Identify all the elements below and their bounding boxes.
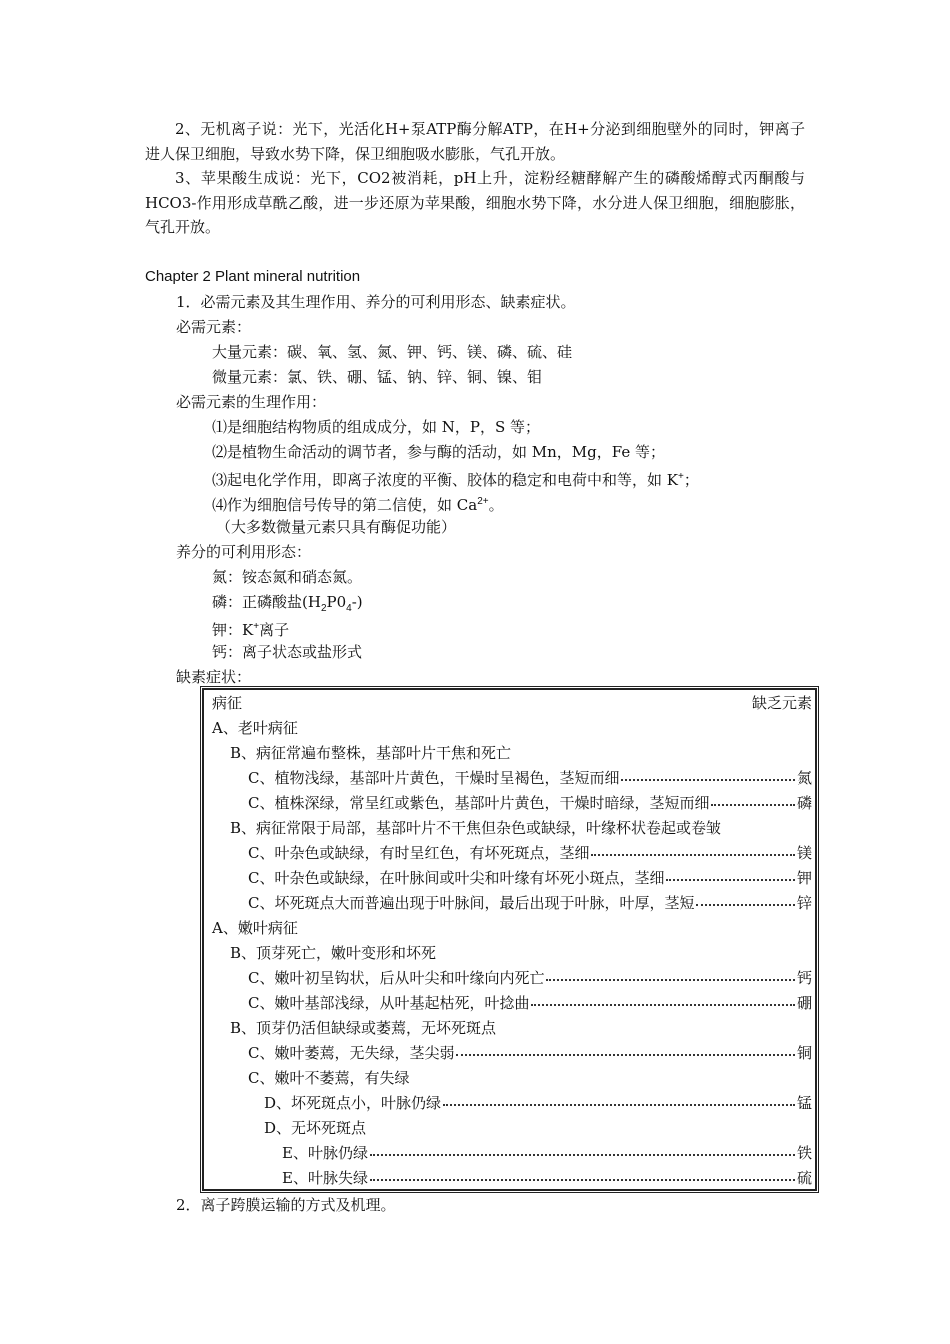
deficient-element: 镁 [796, 844, 812, 862]
symptom-text: B、病征常限于局部，基部叶片不干焦但杂色或缺绿，叶缘杯状卷起或卷皱 [230, 819, 722, 837]
dot-leader [711, 804, 795, 806]
deficient-element: 硫 [796, 1169, 812, 1187]
symptom-text: B、病征常遍布整株，基部叶片干焦和死亡 [230, 744, 512, 762]
available-forms-heading: 养分的可利用形态： [176, 543, 312, 561]
symptom-text: C、叶杂色或缺绿，在叶脉间或叶尖和叶缘有坏死小斑点，茎细 [248, 869, 665, 887]
table-row [212, 1116, 812, 1141]
deficient-element: 硼 [796, 994, 812, 1012]
table-row [212, 966, 812, 991]
symptom-text: C、植株深绿，常呈红或紫色，基部叶片黄色，干燥时暗绿，茎短而细 [248, 794, 710, 812]
symptom-text: C、嫩叶初呈钩状，后从叶尖和叶缘向内死亡 [248, 969, 545, 987]
dot-leader [456, 1054, 795, 1056]
table-row [212, 741, 812, 766]
form-nitrogen: 氮：铵态氮和硝态氮。 [212, 568, 363, 586]
deficient-element: 铁 [796, 1144, 812, 1162]
dot-leader [696, 904, 795, 906]
symptom-text: A、嫩叶病征 [212, 919, 298, 937]
section-heading-2: 2．离子跨膜运输的方式及机理。 [176, 1196, 396, 1214]
table-row [212, 916, 812, 941]
dot-leader [546, 979, 795, 981]
chapter-title: Chapter 2 Plant mineral nutrition [145, 268, 361, 285]
form-potassium: 钾：K+离子 [212, 621, 290, 639]
symptom-text: E、叶脉仍绿 [282, 1144, 368, 1162]
table-row [212, 1091, 812, 1116]
symptom-text: B、顶芽死亡，嫩叶变形和坏死 [230, 944, 437, 962]
essential-elements-heading: 必需元素： [176, 318, 252, 336]
paragraph-malate-theory: 3、苹果酸生成说：光下，CO2被消耗，pH上升，淀粉经糖酵解产生的磷酸烯醇式丙酮酸与HCO3-作用形成草酰乙酸，进一步还原为苹果酸，细胞水势下降，水分进人保卫细胞，细胞膨胀，气孔开放。 [145, 169, 805, 236]
symptom-text: C、坏死斑点大而普遍出现于叶脉间，最后出现于叶脉，叶厚，茎短 [248, 894, 695, 912]
symptom-text: E、叶脉失绿 [282, 1169, 368, 1187]
symptom-text: C、嫩叶萎蔫，无失绿，茎尖弱 [248, 1044, 455, 1062]
symptom-text: C、嫩叶基部浅绿，从叶基起枯死，叶捻曲 [248, 994, 530, 1012]
micro-elements: 微量元素：氯、铁、硼、锰、钠、锌、铜、镍、钼 [212, 368, 543, 386]
table-row [212, 891, 812, 916]
symptom-text: D、无坏死斑点 [264, 1119, 367, 1137]
symptom-text: C、植物浅绿，基部叶片黄色，干燥时呈褐色，茎短而细 [248, 769, 620, 787]
deficiency-key-table [202, 688, 817, 1191]
deficient-element: 钾 [796, 869, 812, 887]
table-row [212, 866, 812, 891]
table-header [212, 691, 812, 716]
deficient-element: 铜 [796, 1044, 812, 1062]
table-row [212, 766, 812, 791]
form-calcium: 钙：离子状态或盐形式 [212, 643, 363, 661]
table-row [212, 1041, 812, 1066]
form-phosphorus: 磷：正磷酸盐$(H_2P0_4-)$ [212, 593, 363, 614]
table-row [212, 841, 812, 866]
dot-leader [591, 854, 795, 856]
dot-leader [370, 1179, 795, 1181]
header-element: 缺乏元素 [751, 694, 812, 712]
dot-leader [443, 1104, 795, 1106]
table-row [212, 791, 812, 816]
macro-elements: 大量元素：碳、氧、氢、氮、钾、钙、镁、磷、硫、硅 [212, 343, 573, 361]
symptom-text: C、叶杂色或缺绿，有时呈红色，有坏死斑点，茎细 [248, 844, 590, 862]
role-item-3: ⑶起电化学作用，即离子浓度的平衡、胶体的稳定和电荷中和等，如 K+； [212, 471, 699, 489]
table-row [212, 716, 812, 741]
symptom-text: C、嫩叶不萎蔫，有失绿 [248, 1069, 410, 1087]
deficient-element: 磷 [796, 794, 812, 812]
symptom-text: B、顶芽仍活但缺绿或萎蔫，无坏死斑点 [230, 1019, 497, 1037]
deficient-element: 钙 [796, 969, 812, 987]
deficient-element: 氮 [796, 769, 812, 787]
dot-leader [666, 879, 795, 881]
symptom-text: A、老叶病征 [212, 719, 298, 737]
table-row [212, 1066, 812, 1091]
paragraph-inorganic-ion-theory: 2、无机离子说：光下，光活化H+泵ATP酶分解ATP，在H+分泌到细胞壁外的同时，钾离子进人保卫细胞，导致水势下降，保卫细胞吸水膨胀，气孔开放。 [145, 120, 805, 163]
header-symptom: 病征 [212, 694, 243, 712]
deficiency-symptoms-heading: 缺素症状： [176, 668, 252, 686]
role-item-1: ⑴是细胞结构物质的组成成分，如 N，P，S 等； [212, 418, 541, 436]
dot-leader [531, 1004, 795, 1006]
table-row [212, 816, 812, 841]
table-row [212, 1141, 812, 1166]
dot-leader [621, 779, 795, 781]
table-row [212, 991, 812, 1016]
role-item-4: ⑷作为细胞信号传导的第二信使，如 $Ca^{2+}$。 [212, 496, 504, 514]
section-heading-1: 1．必需元素及其生理作用、养分的可利用形态、缺素症状。 [176, 293, 576, 311]
role-note: （大多数微量元素只具有酶促功能） [216, 518, 457, 536]
dot-leader [370, 1154, 795, 1156]
deficient-element: 锰 [796, 1094, 812, 1112]
table-row [212, 941, 812, 966]
table-row [212, 1016, 812, 1041]
table-row [212, 1166, 812, 1191]
physiological-role-heading: 必需元素的生理作用： [176, 393, 327, 411]
symptom-text: D、坏死斑点小，叶脉仍绿 [264, 1094, 442, 1112]
role-item-2: ⑵是植物生命活动的调节者，参与酶的活动，如 Mn，Mg，Fe 等； [212, 443, 665, 461]
deficient-element: 锌 [796, 894, 812, 912]
